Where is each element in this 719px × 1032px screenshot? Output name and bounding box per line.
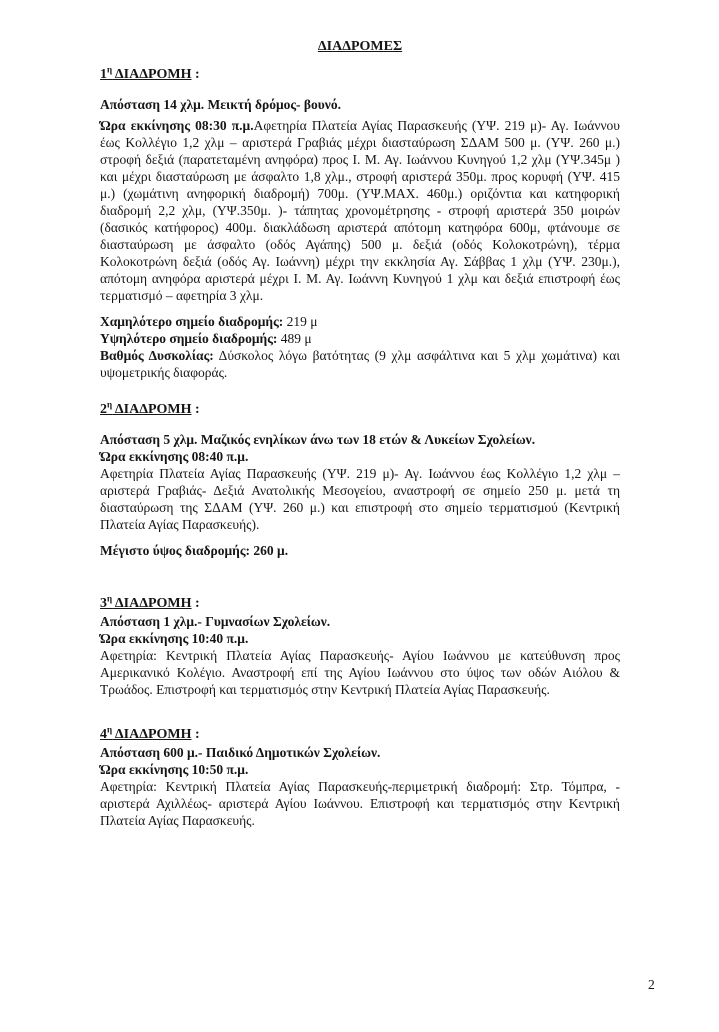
route-3-heading-underlined — [100, 593, 192, 611]
document-title: ΔΙΑΔΡΟΜΕΣ — [317, 39, 403, 54]
route-1-heading-underlined — [100, 64, 192, 82]
route-4-number: 4 — [100, 727, 107, 742]
route-section-2 — [100, 401, 620, 559]
route-3-distance: Απόσταση 1 χλμ.- Γυμνασίων Σχολείων. — [100, 614, 331, 629]
route-1-difficulty — [100, 347, 620, 381]
route-1-heading-word: ΔΙΑΔΡΟΜΗ — [112, 67, 192, 82]
route-1-distance: Απόσταση 14 χλμ. Μεικτή δρόμος- βουνό. — [100, 97, 341, 112]
route-3-heading-word: ΔΙΑΔΡΟΜΗ — [112, 596, 192, 611]
route-4-heading — [100, 726, 620, 744]
route-1-number: 1 — [100, 67, 107, 82]
route-1-highest-point — [100, 330, 620, 347]
route-2-distance: Απόσταση 5 χλμ. Μαζικός ενηλίκων άνω των 18 ετών & Λυκείων Σχολείων. — [100, 432, 536, 447]
route-1-stats — [100, 313, 620, 381]
route-2-number: 2 — [100, 402, 107, 417]
route-4-heading-word: ΔΙΑΔΡΟΜΗ — [112, 727, 192, 742]
page-number: 2 — [648, 977, 655, 992]
route-1-difficulty-value: Δύσκολος λόγω βατότητας (9 χλμ ασφάλτινα και 5 χλμ χωμάτινα) και υψομετρικής διαφοράς. — [100, 348, 620, 380]
route-2-max-height: Μέγιστο ύψος διαδρομής: 260 μ. — [100, 543, 289, 558]
route-1-heading — [100, 66, 620, 84]
route-4-heading-underlined — [100, 724, 192, 742]
route-2-heading-colon: : — [191, 402, 200, 417]
route-2-start-time: Ώρα εκκίνησης 08:40 π.μ. — [100, 449, 249, 464]
route-4-heading-colon: : — [191, 727, 200, 742]
route-4-ordinal-suffix: η — [107, 724, 113, 735]
route-1-highest-point-label: Υψηλότερο σημείο διαδρομής: — [100, 331, 278, 346]
route-section-1 — [100, 66, 620, 381]
route-1-description — [100, 117, 620, 304]
route-3-heading-colon: : — [191, 596, 200, 611]
route-3-ordinal-suffix: η — [107, 593, 113, 604]
route-1-difficulty-label: Βαθμός Δυσκολίας: — [100, 348, 214, 363]
route-1-start-time: Ώρα εκκίνησης 08:30 π.μ. — [100, 118, 254, 133]
route-4-start-time: Ώρα εκκίνησης 10:50 π.μ. — [100, 762, 249, 777]
route-2-heading-underlined — [100, 399, 192, 417]
route-1-lowest-point — [100, 313, 620, 330]
route-3-description: Αφετηρία: Κεντρική Πλατεία Αγίας Παρασκευής- Αγίου Ιωάννου με κατεύθυνση προς Αμερικανικό Κολέγιο. Αναστροφή επί της Αγίου Ιωάννου στο ύψος των οδών Αιόλου & Τρωάδος. Επιστροφή και τερματισμός στην Κεντρική Πλατεία Αγίας Παρασκευής. — [100, 648, 620, 697]
route-2-heading — [100, 401, 620, 419]
route-4-description: Αφετηρία: Κεντρική Πλατεία Αγίας Παρασκευής-περιμετρική διαδρομή: Στρ. Τόμπρα, - αριστερά Αχιλλέως- αριστερά Αγίου Ιωάννου. Επιστροφή και τερματισμός στην Κεντρική Πλατεία Αγίας Παρασκευής. — [100, 779, 620, 828]
route-3-number: 3 — [100, 596, 107, 611]
route-1-highest-point-value: 489 μ — [277, 331, 312, 346]
route-3-heading — [100, 595, 620, 613]
route-2-heading-word: ΔΙΑΔΡΟΜΗ — [112, 402, 192, 417]
route-3-start-time: Ώρα εκκίνησης 10:40 π.μ. — [100, 631, 249, 646]
route-section-4 — [100, 726, 620, 829]
route-4-distance: Απόσταση 600 μ.- Παιδικό Δημοτικών Σχολείων. — [100, 745, 381, 760]
route-1-lowest-point-value: 219 μ — [283, 314, 318, 329]
route-1-heading-colon: : — [191, 67, 200, 82]
route-1-lowest-point-label: Χαμηλότερο σημείο διαδρομής: — [100, 314, 284, 329]
route-2-ordinal-suffix: η — [107, 399, 113, 410]
route-2-description: Αφετηρία Πλατεία Αγίας Παρασκευής (ΥΨ. 219 μ)- Αγ. Ιωάννου έως Κολλέγιο 1,2 χλμ – αριστερά Γραβιάς- Δεξιά Ανατολικής Μεσογείου, αναστροφή σε σημείο 250 μ. μετά τη διασταύρωση της ΣΔΑΜ (ΥΨ. 260 μ.) και επιστροφή στο σημείο τερματισμού (Κεντρική Πλατεία Αγίας Παρασκευής). — [100, 466, 620, 532]
route-1-route-text: Αφετηρία Πλατεία Αγίας Παρασκευής (ΥΨ. 219 μ)- Αγ. Ιωάννου έως Κολλέγιο 1,2 χλμ – αριστερά Γραβιάς μέχρι διασταύρωση ΣΔΑΜ 500 μ. (ΥΨ. 260 μ.) στροφή δεξιά (παρατεταμένη ανηφόρα) προς Ι. Μ. Αγ. Ιωάννου Κυνηγού 1,2 χλμ (ΥΨ.345μ ) και μέχρι διασταύρωση με άσφαλτο 1,8 χλμ., στροφή αριστερά 350μ. προς κορυφή (ΥΨ. 415 μ.) (χωμάτινη ανηφορική διαδρομή) 700μ. (ΥΨ.ΜΑΧ. 460μ.) οριζόντια και κατηφορική διαδρομή 2,2 χλμ, (ΥΨ.350μ. )- τάπητας χρονομέτρησης - στροφή αριστερά 350 μοιρών (δασικός κατήφορος) 400μ. διακλάδωση αριστερά απότομη κατηφόρα 600μ, φτάνουμε σε διασταύρωση με άσφαλτο (οδός Αγάπης) 500 μ. δεξιά (οδός Κολοκοτρώνη), τέρμα Κολοκοτρώνη δεξιά (οδός Αγ. Ιωάννη) μέχρι την εκκλησία Αγ. Σάββας 1 χλμ (ΥΨ. 230μ.), απότομη ανηφόρα αριστερά μέχρι Ι. Μ. Αγ. Ιωάννη Κυνηγού 1 χλμ και δεξιά επιστροφή έως τερματισμό – αφετηρία 3 χλμ. — [100, 118, 620, 303]
route-section-3 — [100, 595, 620, 698]
route-1-ordinal-suffix: η — [107, 64, 113, 75]
